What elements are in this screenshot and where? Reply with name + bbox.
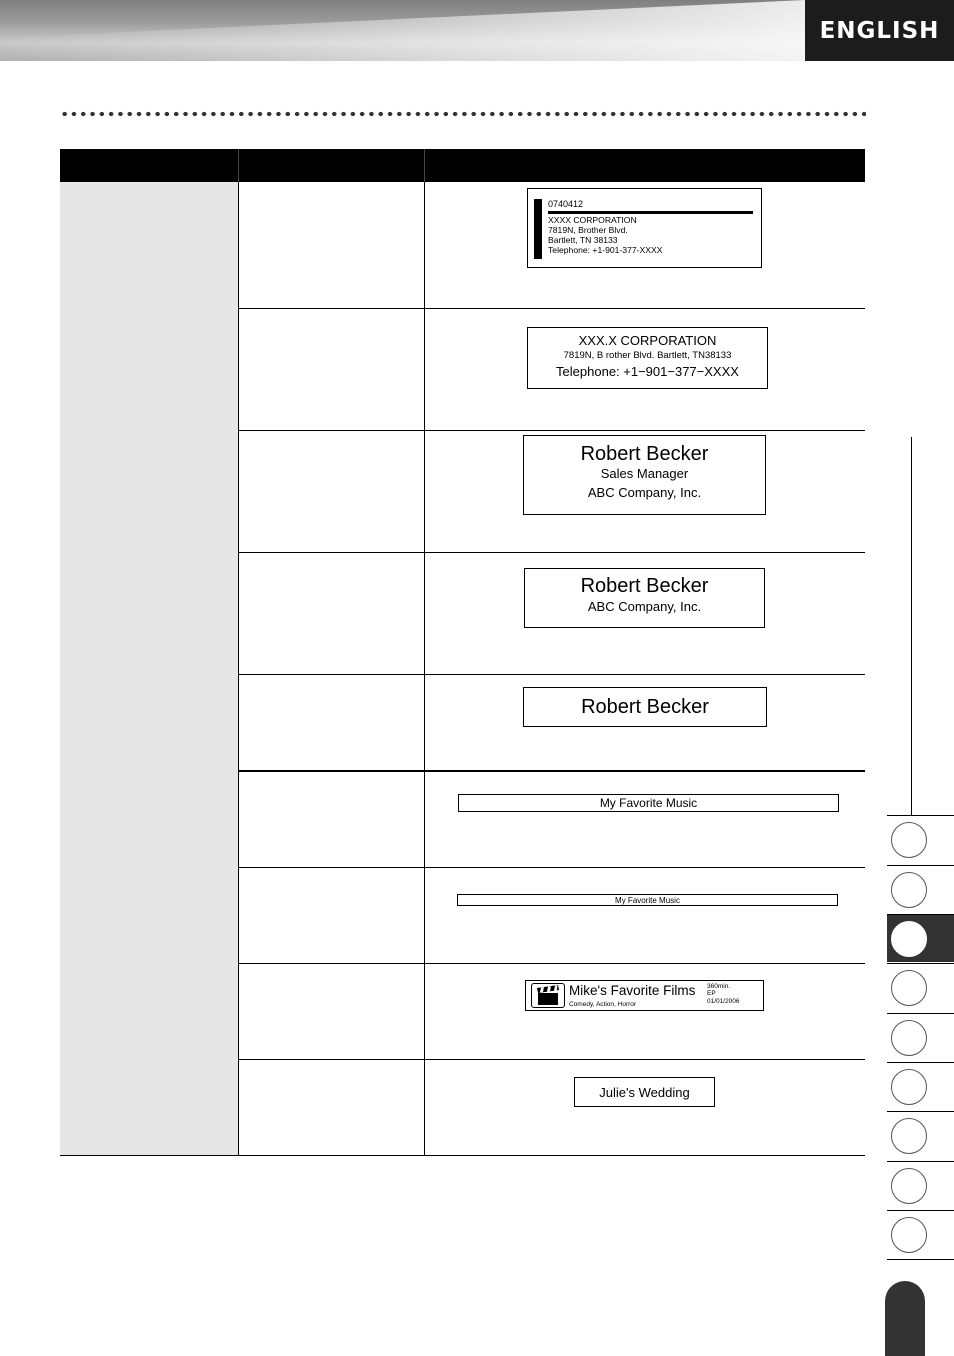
chapter-tab-6[interactable] bbox=[887, 1062, 954, 1110]
row-divider bbox=[238, 430, 865, 431]
chapter-tab-9[interactable] bbox=[887, 1210, 954, 1258]
language-tab: ENGLISH bbox=[805, 0, 954, 61]
chapter-circle-icon bbox=[891, 970, 927, 1006]
chapter-circle-icon bbox=[891, 921, 927, 957]
label-genres: Comedy, Action, Horror bbox=[569, 1001, 637, 1008]
table-category-column bbox=[60, 182, 238, 1155]
column-divider bbox=[424, 182, 425, 1155]
label-company: ABC Company, Inc. bbox=[587, 599, 702, 614]
label-sample-name-3line bbox=[523, 435, 766, 515]
chapter-tab-1[interactable] bbox=[887, 815, 954, 863]
dotted-divider bbox=[60, 111, 866, 117]
label-text: My Favorite Music bbox=[615, 896, 680, 905]
chapter-tab-4[interactable] bbox=[887, 963, 954, 1011]
chapter-tab-3[interactable] bbox=[887, 914, 954, 962]
label-code: 0740412 bbox=[548, 199, 584, 209]
label-line: Telephone: +1-901-377-XXXX bbox=[548, 244, 663, 255]
label-line: XXXX CORPORATION bbox=[548, 215, 637, 225]
label-sample-address bbox=[527, 327, 768, 389]
chapter-circle-icon bbox=[891, 1069, 927, 1105]
label-title: Mike's Favorite Films bbox=[569, 983, 696, 998]
row-divider bbox=[238, 674, 865, 675]
label-name: Robert Becker bbox=[580, 443, 709, 465]
header-band bbox=[0, 0, 805, 61]
label-meta: 360min. bbox=[707, 983, 731, 990]
table-header bbox=[60, 149, 865, 182]
label-text: My Favorite Music bbox=[599, 796, 698, 810]
label-title: Sales Manager bbox=[600, 466, 689, 481]
chapter-tab-8[interactable] bbox=[887, 1161, 954, 1209]
label-sample-spine-small bbox=[457, 894, 838, 906]
clapperboard-icon bbox=[531, 983, 565, 1008]
label-meta: EP bbox=[707, 990, 716, 998]
label-sample-name-1line bbox=[523, 687, 767, 727]
chapter-circle-icon bbox=[891, 1168, 927, 1204]
row-divider bbox=[238, 308, 865, 309]
label-meta: 01/01/2006 bbox=[707, 997, 740, 1005]
label-name: Robert Becker bbox=[580, 575, 709, 597]
chapter-circle-icon bbox=[891, 1020, 927, 1056]
label-sample-name-2line bbox=[524, 568, 765, 628]
row-divider bbox=[238, 867, 865, 868]
chapter-circle-icon bbox=[891, 822, 927, 858]
label-rule bbox=[548, 211, 753, 214]
row-divider bbox=[238, 1059, 865, 1060]
chapter-tab-5[interactable] bbox=[887, 1013, 954, 1061]
label-sample-event bbox=[574, 1077, 715, 1107]
label-sample-video bbox=[525, 980, 764, 1011]
row-divider bbox=[238, 552, 865, 553]
label-line: Telephone: +1−901−377−XXXX bbox=[556, 363, 739, 379]
label-text: Julie's Wedding bbox=[599, 1085, 690, 1100]
column-divider bbox=[238, 182, 239, 1155]
label-sample-spine bbox=[458, 794, 839, 812]
label-line: Bartlett, TN 38133 bbox=[548, 234, 618, 245]
label-company: ABC Company, Inc. bbox=[587, 484, 702, 500]
chapter-circle-icon bbox=[891, 872, 927, 908]
table-bottom-rule bbox=[60, 1155, 865, 1156]
label-line: 7819N, B rother Blvd. Bartlett, TN38133 bbox=[563, 349, 732, 361]
page-number-tab bbox=[885, 1281, 925, 1356]
label-name: Robert Becker bbox=[581, 696, 709, 718]
chapter-tab-2[interactable] bbox=[887, 865, 954, 913]
label-sample-address-barcode bbox=[527, 188, 762, 268]
row-divider bbox=[238, 770, 865, 772]
label-bar bbox=[534, 199, 542, 259]
chapter-tab-7[interactable] bbox=[887, 1111, 954, 1159]
side-rule-bottom bbox=[887, 1259, 954, 1260]
row-divider bbox=[238, 963, 865, 964]
side-rule bbox=[911, 437, 912, 816]
chapter-circle-icon bbox=[891, 1217, 927, 1253]
label-line: XXX.X CORPORATION bbox=[578, 333, 717, 348]
chapter-circle-icon bbox=[891, 1118, 927, 1154]
label-line: 7819N, Brother Blvd. bbox=[548, 224, 628, 235]
